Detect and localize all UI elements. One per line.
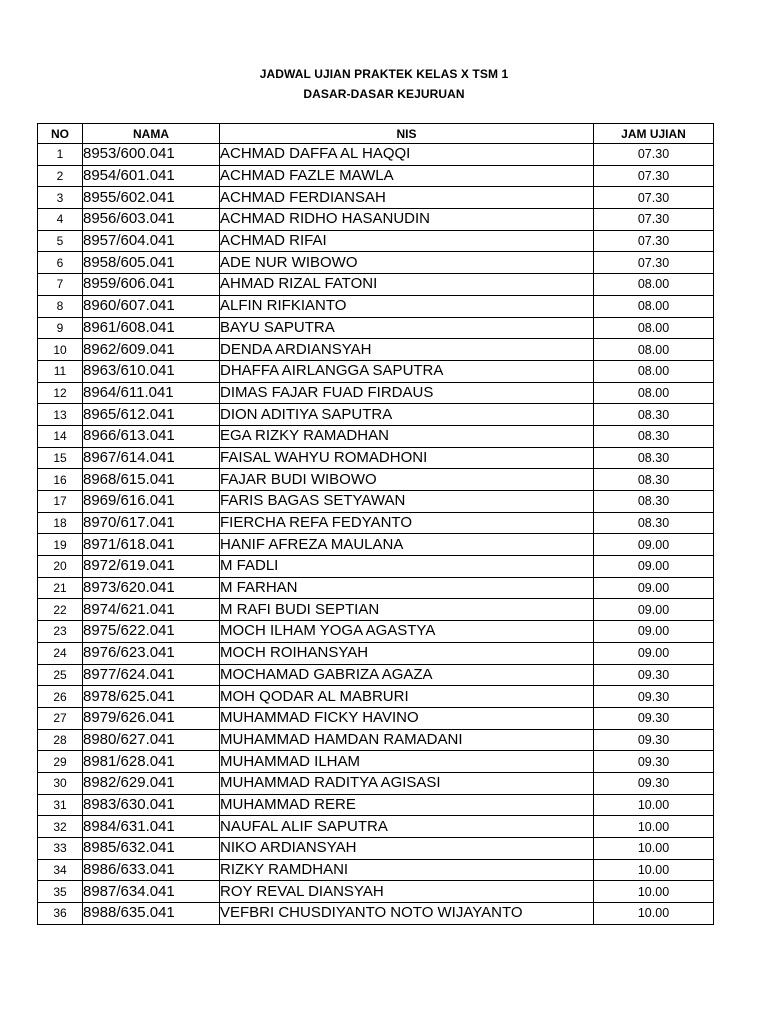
cell-no: 32 <box>38 816 83 838</box>
table-row <box>38 772 714 794</box>
cell-nama: 8961/608.041 <box>83 317 220 339</box>
cell-nis: MUHAMMAD HAMDAN RAMADANI <box>220 729 594 751</box>
schedule-table <box>37 123 714 925</box>
cell-nis: ACHMAD DAFFA AL HAQQI <box>220 144 594 166</box>
cell-no: 2 <box>38 165 83 187</box>
cell-nama: 8966/613.041 <box>83 425 220 447</box>
table-row <box>38 339 714 361</box>
cell-no: 4 <box>38 209 83 231</box>
table-row <box>38 838 714 860</box>
table-row <box>38 404 714 426</box>
cell-no: 10 <box>38 339 83 361</box>
cell-jam-ujian: 08.00 <box>594 274 714 296</box>
cell-nama: 8977/624.041 <box>83 664 220 686</box>
cell-no: 25 <box>38 664 83 686</box>
cell-jam-ujian: 10.00 <box>594 881 714 903</box>
cell-nama: 8956/603.041 <box>83 209 220 231</box>
cell-nis: NAUFAL ALIF SAPUTRA <box>220 816 594 838</box>
cell-nis: DHAFFA AIRLANGGA SAPUTRA <box>220 360 594 382</box>
table-row <box>38 317 714 339</box>
cell-jam-ujian: 10.00 <box>594 903 714 925</box>
table-row <box>38 859 714 881</box>
cell-nama: 8965/612.041 <box>83 404 220 426</box>
table-row <box>38 556 714 578</box>
cell-jam-ujian: 10.00 <box>594 859 714 881</box>
cell-jam-ujian: 08.30 <box>594 512 714 534</box>
cell-no: 15 <box>38 447 83 469</box>
cell-nis: M FARHAN <box>220 577 594 599</box>
table-row <box>38 360 714 382</box>
cell-nama: 8985/632.041 <box>83 838 220 860</box>
table-row <box>38 144 714 166</box>
cell-nis: MOCHAMAD GABRIZA AGAZA <box>220 664 594 686</box>
table-row <box>38 230 714 252</box>
table-row <box>38 447 714 469</box>
cell-nama: 8978/625.041 <box>83 686 220 708</box>
table-row <box>38 274 714 296</box>
cell-jam-ujian: 09.30 <box>594 686 714 708</box>
cell-nama: 8986/633.041 <box>83 859 220 881</box>
cell-nis: MOH QODAR AL MABRURI <box>220 686 594 708</box>
cell-nama: 8955/602.041 <box>83 187 220 209</box>
cell-nama: 8967/614.041 <box>83 447 220 469</box>
cell-jam-ujian: 09.30 <box>594 772 714 794</box>
cell-no: 13 <box>38 404 83 426</box>
cell-nama: 8962/609.041 <box>83 339 220 361</box>
cell-nama: 8987/634.041 <box>83 881 220 903</box>
cell-jam-ujian: 07.30 <box>594 252 714 274</box>
cell-nis: ADE NUR WIBOWO <box>220 252 594 274</box>
table-row <box>38 425 714 447</box>
cell-nis: ACHMAD FERDIANSAH <box>220 187 594 209</box>
header-nama: NAMA <box>83 124 220 144</box>
table-row <box>38 599 714 621</box>
cell-jam-ujian: 09.00 <box>594 642 714 664</box>
cell-jam-ujian: 09.00 <box>594 556 714 578</box>
cell-no: 14 <box>38 425 83 447</box>
cell-nis: RIZKY RAMDHANI <box>220 859 594 881</box>
cell-jam-ujian: 08.00 <box>594 317 714 339</box>
cell-no: 6 <box>38 252 83 274</box>
cell-nama: 8979/626.041 <box>83 707 220 729</box>
cell-nama: 8976/623.041 <box>83 642 220 664</box>
cell-jam-ujian: 09.30 <box>594 751 714 773</box>
cell-no: 22 <box>38 599 83 621</box>
cell-nama: 8975/622.041 <box>83 621 220 643</box>
cell-nis: MOCH ILHAM YOGA AGASTYA <box>220 621 594 643</box>
cell-jam-ujian: 10.00 <box>594 816 714 838</box>
cell-jam-ujian: 09.30 <box>594 664 714 686</box>
cell-nis: FARIS BAGAS SETYAWAN <box>220 491 594 513</box>
cell-no: 35 <box>38 881 83 903</box>
cell-no: 8 <box>38 295 83 317</box>
cell-nama: 8974/621.041 <box>83 599 220 621</box>
table-row <box>38 686 714 708</box>
cell-no: 3 <box>38 187 83 209</box>
cell-no: 21 <box>38 577 83 599</box>
cell-jam-ujian: 08.30 <box>594 469 714 491</box>
cell-no: 19 <box>38 534 83 556</box>
cell-nis: EGA RIZKY RAMADHAN <box>220 425 594 447</box>
cell-nama: 8953/600.041 <box>83 144 220 166</box>
cell-jam-ujian: 09.00 <box>594 621 714 643</box>
table-row <box>38 707 714 729</box>
cell-nis: ACHMAD RIFAI <box>220 230 594 252</box>
cell-nama: 8972/619.041 <box>83 556 220 578</box>
cell-jam-ujian: 10.00 <box>594 838 714 860</box>
cell-jam-ujian: 08.00 <box>594 382 714 404</box>
cell-nama: 8988/635.041 <box>83 903 220 925</box>
cell-no: 28 <box>38 729 83 751</box>
cell-nis: AHMAD RIZAL FATONI <box>220 274 594 296</box>
cell-jam-ujian: 07.30 <box>594 230 714 252</box>
table-row <box>38 903 714 925</box>
cell-no: 30 <box>38 772 83 794</box>
cell-no: 20 <box>38 556 83 578</box>
cell-nis: DENDA ARDIANSYAH <box>220 339 594 361</box>
cell-jam-ujian: 08.00 <box>594 295 714 317</box>
cell-nis: M RAFI BUDI SEPTIAN <box>220 599 594 621</box>
cell-nama: 8969/616.041 <box>83 491 220 513</box>
table-header-row <box>38 124 714 144</box>
cell-nama: 8957/604.041 <box>83 230 220 252</box>
cell-nis: BAYU SAPUTRA <box>220 317 594 339</box>
document-title: JADWAL UJIAN PRAKTEK KELAS X TSM 1 <box>259 67 509 81</box>
cell-nis: DIMAS FAJAR FUAD FIRDAUS <box>220 382 594 404</box>
cell-nama: 8970/617.041 <box>83 512 220 534</box>
cell-nama: 8971/618.041 <box>83 534 220 556</box>
cell-no: 31 <box>38 794 83 816</box>
cell-nama: 8960/607.041 <box>83 295 220 317</box>
table-row <box>38 469 714 491</box>
cell-no: 34 <box>38 859 83 881</box>
cell-jam-ujian: 08.30 <box>594 447 714 469</box>
cell-nis: MUHAMMAD RADITYA AGISASI <box>220 772 594 794</box>
cell-nis: DION ADITIYA SAPUTRA <box>220 404 594 426</box>
cell-nis: MUHAMMAD FICKY HAVINO <box>220 707 594 729</box>
cell-no: 9 <box>38 317 83 339</box>
table-row <box>38 729 714 751</box>
table-row <box>38 577 714 599</box>
cell-nama: 8963/610.041 <box>83 360 220 382</box>
cell-no: 16 <box>38 469 83 491</box>
cell-jam-ujian: 09.00 <box>594 577 714 599</box>
table-row <box>38 751 714 773</box>
table-row <box>38 881 714 903</box>
cell-no: 27 <box>38 707 83 729</box>
cell-nama: 8954/601.041 <box>83 165 220 187</box>
cell-jam-ujian: 08.30 <box>594 404 714 426</box>
cell-nis: M FADLI <box>220 556 594 578</box>
document-subtitle: DASAR-DASAR KEJURUAN <box>303 87 465 101</box>
cell-nis: ROY REVAL DIANSYAH <box>220 881 594 903</box>
cell-nama: 8982/629.041 <box>83 772 220 794</box>
cell-jam-ujian: 09.00 <box>594 534 714 556</box>
cell-nis: MOCH ROIHANSYAH <box>220 642 594 664</box>
cell-nis: MUHAMMAD ILHAM <box>220 751 594 773</box>
cell-jam-ujian: 08.00 <box>594 339 714 361</box>
cell-no: 29 <box>38 751 83 773</box>
cell-nis: FAJAR BUDI WIBOWO <box>220 469 594 491</box>
cell-nama: 8973/620.041 <box>83 577 220 599</box>
table-row <box>38 642 714 664</box>
cell-no: 7 <box>38 274 83 296</box>
cell-jam-ujian: 10.00 <box>594 794 714 816</box>
cell-nama: 8981/628.041 <box>83 751 220 773</box>
cell-jam-ujian: 08.30 <box>594 425 714 447</box>
cell-no: 18 <box>38 512 83 534</box>
cell-nis: ALFIN RIFKIANTO <box>220 295 594 317</box>
cell-jam-ujian: 09.30 <box>594 729 714 751</box>
table-row <box>38 664 714 686</box>
cell-nis: NIKO ARDIANSYAH <box>220 838 594 860</box>
table-row <box>38 295 714 317</box>
cell-nis: ACHMAD RIDHO HASANUDIN <box>220 209 594 231</box>
table-row <box>38 491 714 513</box>
header-no: NO <box>38 124 83 144</box>
cell-nama: 8968/615.041 <box>83 469 220 491</box>
table-body <box>38 144 714 925</box>
cell-nis: FAISAL WAHYU ROMADHONI <box>220 447 594 469</box>
cell-jam-ujian: 07.30 <box>594 187 714 209</box>
cell-no: 36 <box>38 903 83 925</box>
table-row <box>38 187 714 209</box>
cell-nama: 8980/627.041 <box>83 729 220 751</box>
cell-nama: 8964/611.041 <box>83 382 220 404</box>
cell-nama: 8959/606.041 <box>83 274 220 296</box>
cell-jam-ujian: 08.00 <box>594 360 714 382</box>
cell-nis: VEFBRI CHUSDIYANTO NOTO WIJAYANTO <box>220 903 594 925</box>
cell-jam-ujian: 09.00 <box>594 599 714 621</box>
cell-nama: 8983/630.041 <box>83 794 220 816</box>
cell-no: 1 <box>38 144 83 166</box>
cell-no: 5 <box>38 230 83 252</box>
table-row <box>38 512 714 534</box>
cell-nis: MUHAMMAD RERE <box>220 794 594 816</box>
cell-nis: ACHMAD FAZLE MAWLA <box>220 165 594 187</box>
header-nis: NIS <box>220 124 594 144</box>
cell-nis: HANIF AFREZA MAULANA <box>220 534 594 556</box>
table-row <box>38 534 714 556</box>
cell-jam-ujian: 07.30 <box>594 209 714 231</box>
cell-jam-ujian: 09.30 <box>594 707 714 729</box>
cell-no: 12 <box>38 382 83 404</box>
table-row <box>38 382 714 404</box>
table-row <box>38 252 714 274</box>
cell-nama: 8984/631.041 <box>83 816 220 838</box>
cell-no: 33 <box>38 838 83 860</box>
cell-jam-ujian: 07.30 <box>594 165 714 187</box>
table-row <box>38 165 714 187</box>
cell-no: 23 <box>38 621 83 643</box>
table-row <box>38 794 714 816</box>
cell-no: 11 <box>38 360 83 382</box>
table-row <box>38 816 714 838</box>
cell-jam-ujian: 08.30 <box>594 491 714 513</box>
table-row <box>38 209 714 231</box>
cell-nama: 8958/605.041 <box>83 252 220 274</box>
cell-no: 17 <box>38 491 83 513</box>
cell-nis: FIERCHA REFA FEDYANTO <box>220 512 594 534</box>
cell-jam-ujian: 07.30 <box>594 144 714 166</box>
header-jam-ujian: JAM UJIAN <box>594 124 714 144</box>
cell-no: 26 <box>38 686 83 708</box>
table-row <box>38 621 714 643</box>
cell-no: 24 <box>38 642 83 664</box>
